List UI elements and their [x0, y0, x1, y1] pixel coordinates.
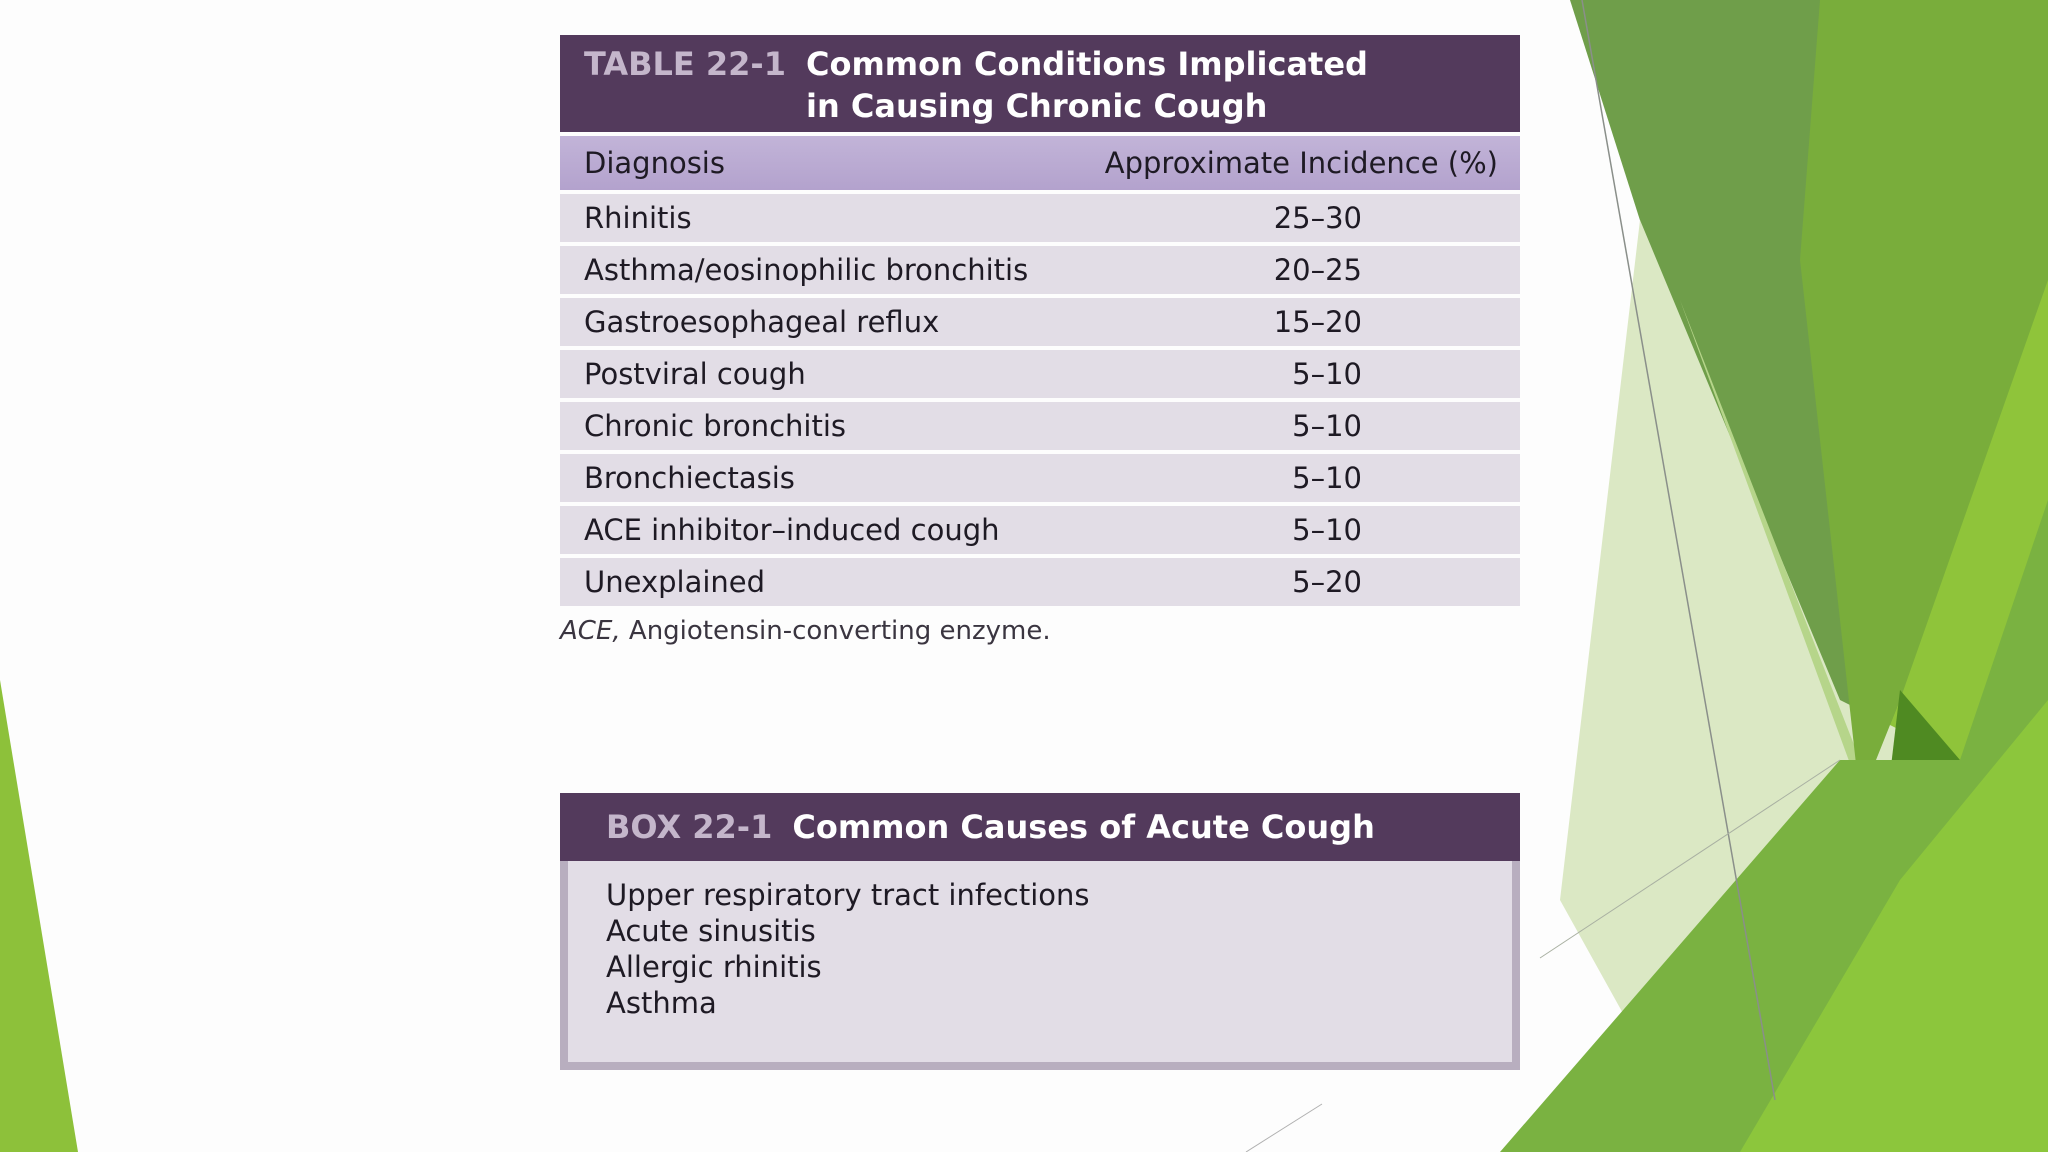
table-title-line-2: in Causing Chronic Cough [805, 87, 1268, 125]
diagnosis-cell: Asthma/eosinophilic bronchitis [584, 253, 1029, 287]
table-title-line-1: Common Conditions Implicated [805, 45, 1368, 83]
column-header-diagnosis: Diagnosis [584, 146, 725, 180]
table-row [560, 402, 1520, 450]
table-row [560, 350, 1520, 398]
table-row [560, 454, 1520, 502]
table-row [560, 194, 1520, 242]
diagnosis-cell: ACE inhibitor–induced cough [584, 513, 1000, 547]
table-column-header-row [560, 136, 1520, 190]
diagnosis-cell: Chronic bronchitis [584, 409, 846, 443]
diagnosis-cell: Bronchiectasis [584, 461, 795, 495]
chronic-cough-table [560, 35, 1520, 646]
table-title [806, 43, 1368, 127]
table-footnote [560, 616, 1520, 646]
table-number-label: TABLE 22-1 [584, 45, 786, 83]
table-header-bar [560, 35, 1520, 132]
incidence-cell: 20–25 [1273, 253, 1362, 287]
incidence-cell: 15–20 [1273, 305, 1362, 339]
diagnosis-cell: Postviral cough [584, 357, 806, 391]
list-item: Acute sinusitis [606, 914, 816, 948]
box-body [560, 861, 1520, 1070]
incidence-cell: 5–10 [1292, 357, 1362, 391]
table-row [560, 558, 1520, 606]
incidence-cell: 5–20 [1292, 565, 1362, 599]
box-number-label: BOX 22-1 [606, 808, 773, 846]
column-header-incidence: Approximate Incidence (%) [1104, 146, 1498, 180]
diagnosis-cell: Unexplained [584, 565, 766, 599]
incidence-cell: 25–30 [1273, 201, 1362, 235]
box-title: Common Causes of Acute Cough [792, 808, 1375, 846]
box-header-bar [560, 793, 1520, 861]
diagnosis-cell: Gastroesophageal reflux [584, 305, 940, 339]
list-item: Asthma [606, 986, 717, 1020]
list-item: Allergic rhinitis [606, 950, 822, 984]
diagnosis-cell: Rhinitis [584, 201, 692, 235]
table-body [560, 194, 1520, 606]
table-row [560, 506, 1520, 554]
table-row [560, 298, 1520, 346]
incidence-cell: 5–10 [1292, 513, 1362, 547]
list-item: Upper respiratory tract infections [606, 878, 1090, 912]
footnote-definition: Angiotensin-converting enzyme. [620, 616, 1051, 646]
acute-cough-box [560, 793, 1520, 1070]
incidence-cell: 5–10 [1292, 461, 1362, 495]
incidence-cell: 5–10 [1292, 409, 1362, 443]
footnote-abbreviation: ACE, [560, 616, 621, 646]
table-row [560, 246, 1520, 294]
